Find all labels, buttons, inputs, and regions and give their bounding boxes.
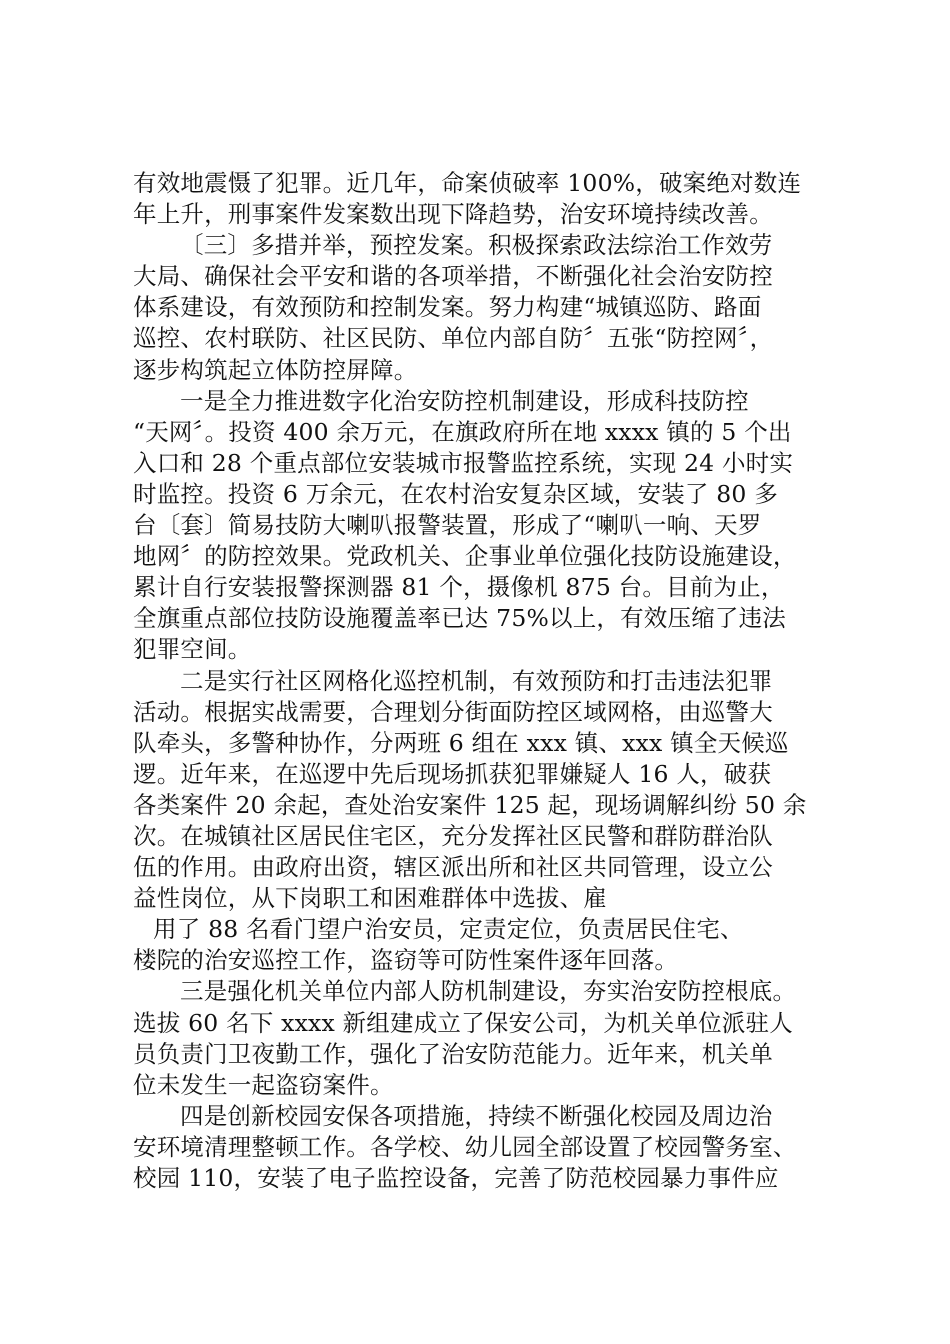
text-line: 犯罪空间。 — [133, 635, 252, 664]
text-line: 选拔 60 名下 xxxx 新组建成立了保安公司，为机关单位派驻人 — [133, 1008, 793, 1037]
text-line: 台〔套〕简易技防大喇叭报警装置，形成了“喇叭一响、天罗 — [133, 511, 762, 540]
text-line: 位未发生一起盗窃案件。 — [133, 1070, 394, 1099]
text-line: “天网〞。投资 400 余万元，在旗政府所在地 xxxx 镇的 5 个出 — [133, 417, 792, 446]
text-line: 全旗重点部位技防设施覆盖率已达 75%以上，有效压缩了违法 — [133, 604, 787, 633]
text-line: 四是创新校园安保各项措施，持续不断强化校园及周边治 — [180, 1101, 773, 1130]
text-line: 伍的作用。由政府出资，辖区派出所和社区共同管理，设立公 — [133, 853, 773, 882]
text-line: 员负责门卫夜勤工作，强化了治安防范能力。近年来，机关单 — [133, 1039, 773, 1068]
text-line: 体系建设，有效预防和控制发案。努力构建“城镇巡防、路面 — [133, 293, 762, 322]
text-line: 大局、确保社会平安和谐的各项举措，不断强化社会治安防控 — [133, 262, 773, 291]
text-line: 各类案件 20 余起，查处治安案件 125 起，现场调解纠纷 50 余 — [133, 790, 807, 819]
text-line: 〔三〕多措并举，预控发案。积极探索政法综治工作效劳 — [180, 231, 773, 260]
document-body — [133, 168, 833, 1194]
text-line: 益性岗位，从下岗职工和困难群体中选拔、雇 — [133, 884, 607, 913]
text-line: 队牵头，多警种协作，分两班 6 组在 xxx 镇、xxx 镇全天候巡 — [133, 728, 789, 757]
text-line: 三是强化机关单位内部人防机制建设，夯实治安防控根底。 — [180, 977, 797, 1006]
text-line: 入口和 28 个重点部位安装城市报警监控系统，实现 24 小时实 — [133, 448, 794, 477]
text-line: 累计自行安装报警探测器 81 个，摄像机 875 台。目前为止， — [133, 573, 785, 602]
text-line: 逐步构筑起立体防控屏障。 — [133, 355, 418, 384]
text-line: 逻。近年来，在巡逻中先后现场抓获犯罪嫌疑人 16 人，破获 — [133, 759, 772, 788]
text-line: 次。在城镇社区居民住宅区，充分发挥社区民警和群防群治队 — [133, 821, 773, 850]
text-line: 有效地震慑了犯罪。近几年，命案侦破率 100%，破案绝对数连 — [133, 169, 802, 197]
text-line: 安环境清理整顿工作。各学校、幼儿园全部设置了校园警务室、 — [133, 1132, 797, 1161]
text-line: 地网〞的防控效果。党政机关、企事业单位强化技防设施建设， — [133, 542, 797, 571]
text-line: 楼院的治安巡控工作，盗窃等可防性案件逐年回落。 — [133, 946, 679, 975]
text-line: 用了 88 名看门望户治安员，定责定位，负责居民住宅、 — [153, 915, 744, 944]
text-line: 校园 110，安装了电子监控设备，完善了防范校园暴力事件应 — [133, 1164, 779, 1192]
text-line: 年上升，刑事案件发案数出现下降趋势，治安环境持续改善。 — [133, 200, 773, 229]
text-line: 一是全力推进数字化治安防控机制建设，形成科技防控 — [180, 386, 749, 415]
text-line: 巡控、农村联防、社区民防、单位内部自防〞五张“防控网〞， — [133, 324, 774, 353]
text-line: 时监控。投资 6 万余元，在农村治安复杂区域，安装了 80 多 — [133, 479, 778, 508]
text-line: 活动。根据实战需要，合理划分街面防控区域网格，由巡警大 — [133, 697, 773, 726]
text-line: 二是实行社区网格化巡控机制，有效预防和打击违法犯罪 — [180, 666, 773, 695]
